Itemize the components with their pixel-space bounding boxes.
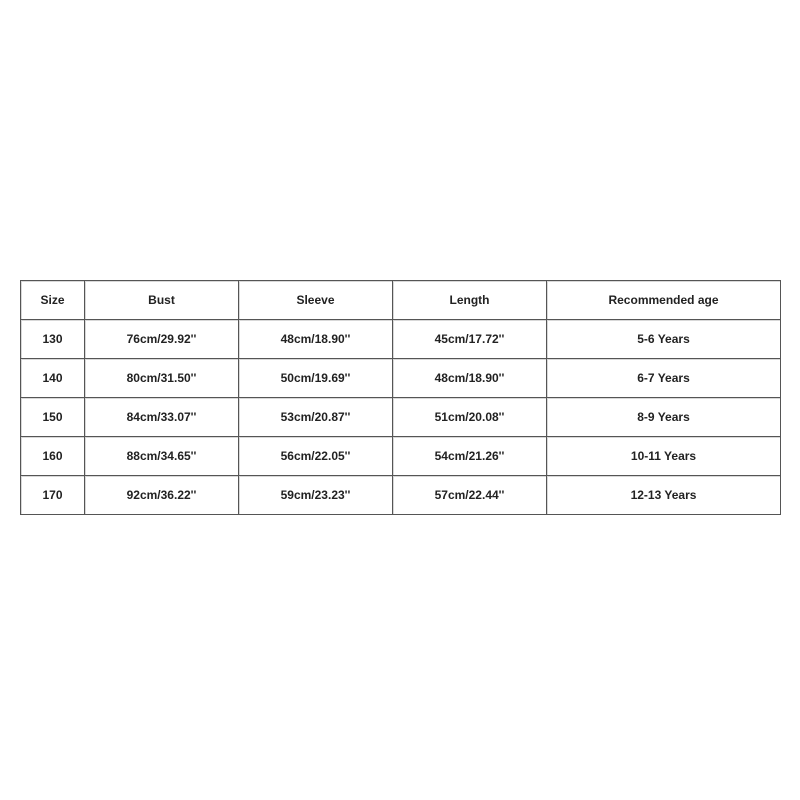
- cell-bust: 84cm/33.07'': [85, 398, 239, 437]
- header-sleeve: Sleeve: [239, 281, 393, 320]
- header-length: Length: [393, 281, 547, 320]
- cell-size: 160: [21, 437, 85, 476]
- cell-bust: 76cm/29.92'': [85, 320, 239, 359]
- cell-recommended-age: 8-9 Years: [547, 398, 781, 437]
- header-recommended-age: Recommended age: [547, 281, 781, 320]
- cell-recommended-age: 5-6 Years: [547, 320, 781, 359]
- cell-recommended-age: 6-7 Years: [547, 359, 781, 398]
- cell-recommended-age: 12-13 Years: [547, 476, 781, 515]
- table-row: [21, 320, 781, 359]
- cell-length: 45cm/17.72'': [393, 320, 547, 359]
- cell-length: 54cm/21.26'': [393, 437, 547, 476]
- cell-sleeve: 56cm/22.05'': [239, 437, 393, 476]
- cell-bust: 92cm/36.22'': [85, 476, 239, 515]
- header-bust: Bust: [85, 281, 239, 320]
- table-row: [21, 398, 781, 437]
- cell-sleeve: 53cm/20.87'': [239, 398, 393, 437]
- cell-length: 51cm/20.08'': [393, 398, 547, 437]
- cell-length: 48cm/18.90'': [393, 359, 547, 398]
- size-chart-table: [20, 280, 781, 515]
- cell-bust: 88cm/34.65'': [85, 437, 239, 476]
- cell-sleeve: 50cm/19.69'': [239, 359, 393, 398]
- header-size: Size: [21, 281, 85, 320]
- table-header-row: [21, 281, 781, 320]
- cell-recommended-age: 10-11 Years: [547, 437, 781, 476]
- cell-sleeve: 59cm/23.23'': [239, 476, 393, 515]
- table-row: [21, 359, 781, 398]
- cell-size: 150: [21, 398, 85, 437]
- cell-length: 57cm/22.44'': [393, 476, 547, 515]
- cell-sleeve: 48cm/18.90'': [239, 320, 393, 359]
- cell-size: 130: [21, 320, 85, 359]
- cell-size: 170: [21, 476, 85, 515]
- table-row: [21, 437, 781, 476]
- cell-bust: 80cm/31.50'': [85, 359, 239, 398]
- cell-size: 140: [21, 359, 85, 398]
- table-row: [21, 476, 781, 515]
